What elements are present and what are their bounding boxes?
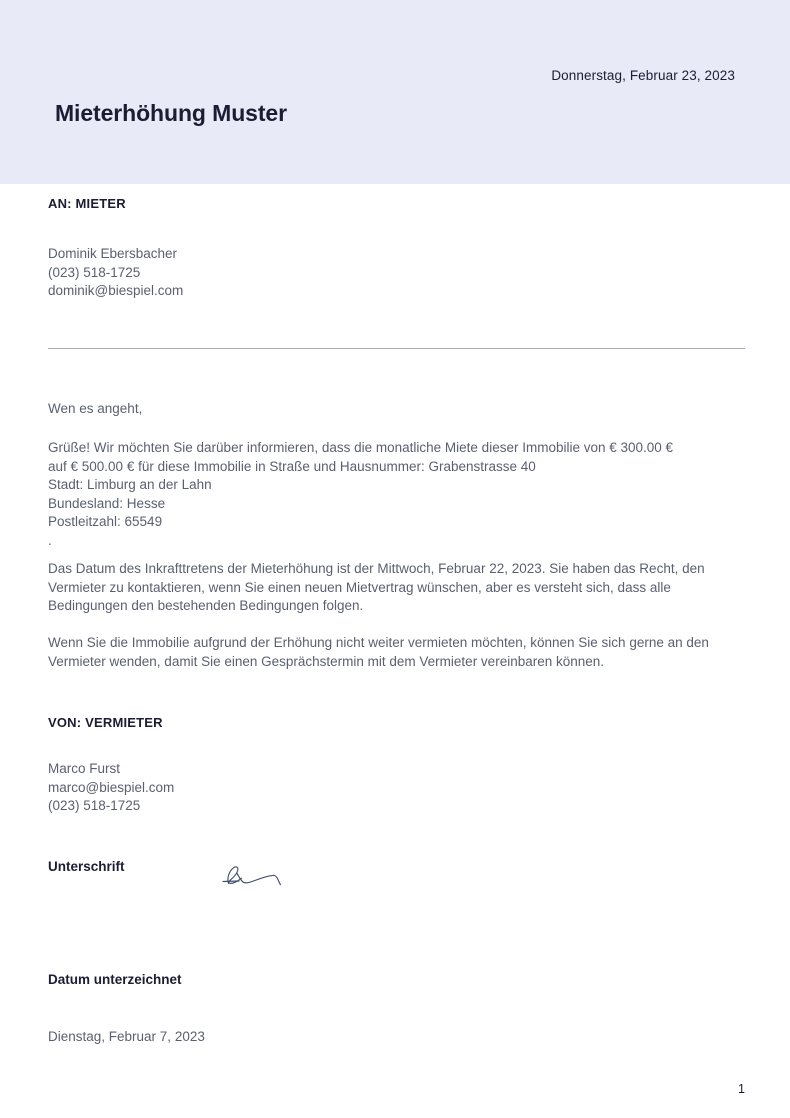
sender-heading: VON: VERMIETER xyxy=(48,715,163,730)
recipient-phone: (023) 518-1725 xyxy=(48,264,141,280)
page-number: 1 xyxy=(738,1082,745,1096)
document-date: Donnerstag, Februar 23, 2023 xyxy=(551,68,735,83)
sender-name: Marco Furst xyxy=(48,761,121,776)
paragraph-1-line-6: . xyxy=(48,532,52,548)
salutation: Wen es angeht, xyxy=(48,401,143,416)
paragraph-1-line-5: Postleitzahl: 65549 xyxy=(48,514,163,529)
body-paragraph-2: Das Datum des Inkrafttretens der Mieterhöhung ist der Mittwoch, Februar 22, 2023. Sie haben das Recht, den Vermieter zu kontaktieren, wenn Sie einen neuen Mietvertrag wünschen, aber es versteht sich, dass alle Bedingungen den bestehenden Bedingungen folgen. xyxy=(48,561,705,613)
paragraph-1-line-2: auf € 500.00 € für diese Immobilie in Straße und Hausnummer: Grabenstrasse 40 xyxy=(48,458,536,474)
recipient-contact-block xyxy=(48,245,183,301)
recipient-name: Dominik Ebersbacher xyxy=(48,246,178,261)
date-signed-value: Dienstag, Februar 7, 2023 xyxy=(48,1029,205,1044)
section-divider xyxy=(48,348,745,349)
sender-email: marco@biespiel.com xyxy=(48,779,175,795)
page-title: Mieterhöhung Muster xyxy=(55,100,287,126)
body-paragraph-1 xyxy=(48,439,738,550)
paragraph-1-line-4: Bundesland: Hesse xyxy=(48,495,166,511)
signature-label: Unterschrift xyxy=(48,859,125,874)
sender-phone: (023) 518-1725 xyxy=(48,798,141,813)
handwritten-signature-icon xyxy=(215,852,305,900)
paragraph-1-line-3: Stadt: Limburg an der Lahn xyxy=(48,477,212,492)
date-signed-label: Datum unterzeichnet xyxy=(48,972,182,987)
body-paragraph-3: Wenn Sie die Immobilie aufgrund der Erhöhung nicht weiter vermieten möchten, können Sie sich gerne an den Vermieter wenden, damit Sie einen Gesprächstermin mit dem Vermieter vereinbaren können. xyxy=(48,635,709,669)
recipient-email: dominik@biespiel.com xyxy=(48,283,184,298)
paragraph-1-line-1: Grüße! Wir möchten Sie darüber informieren, dass die monatliche Miete dieser Immobilie von € 300.00 € xyxy=(48,440,674,455)
recipient-heading: AN: MIETER xyxy=(48,196,126,211)
sender-contact-block xyxy=(48,760,174,816)
document-header-band xyxy=(0,0,790,184)
